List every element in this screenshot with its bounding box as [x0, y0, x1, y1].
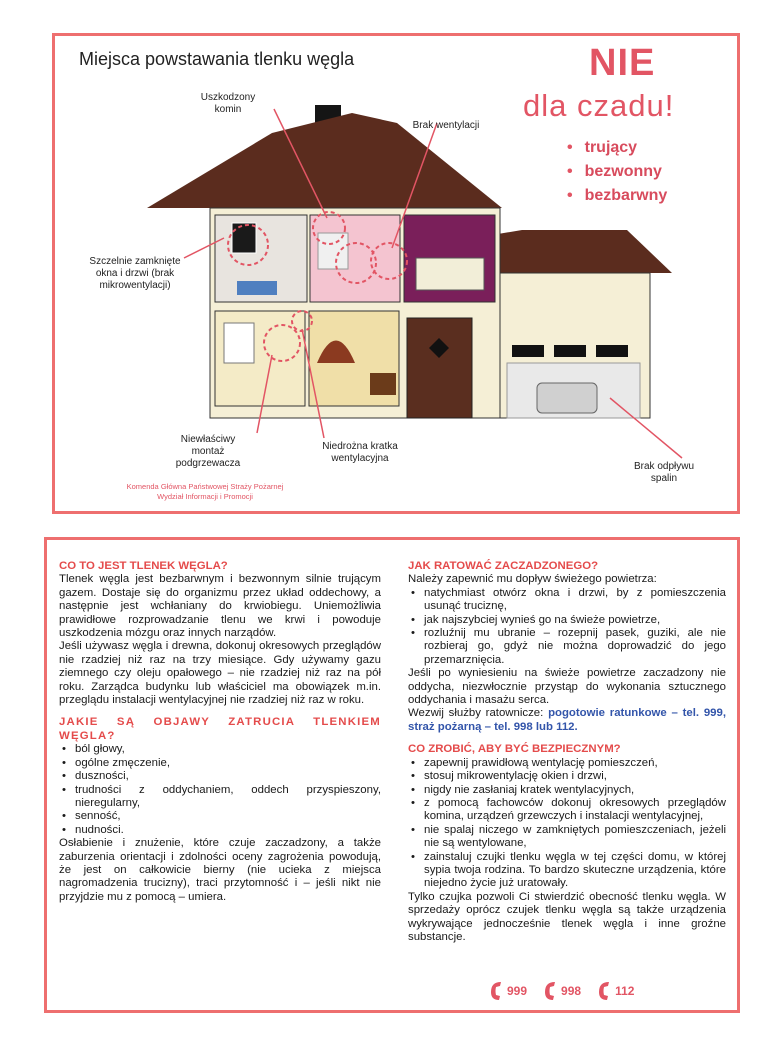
- left-column: [59, 560, 381, 904]
- car: [537, 383, 597, 413]
- list-item: • senność,: [75, 810, 381, 823]
- property-item: • trujący: [567, 136, 667, 160]
- symptoms-list: [59, 743, 381, 837]
- list-item: • duszności,: [75, 770, 381, 783]
- list-item: • ogólne zmęczenie,: [75, 757, 381, 770]
- property-item: • bezbarwny: [567, 184, 667, 208]
- property-item: • bezwonny: [567, 160, 667, 184]
- label-damaged-chimney: Uszkodzony komin: [200, 92, 256, 115]
- section-heading-rescue: JAK RATOWAĆ ZACZADZONEGO?: [408, 560, 599, 572]
- emergency-numbers: pogotowie ratunkowe – tel. 999, straż pożarną – tel. 998 lub 112.: [408, 707, 726, 733]
- safety-list: [408, 757, 726, 891]
- section-heading-safety: CO ZROBIĆ, ABY BYĆ BEZPIECZNYM?: [408, 743, 621, 756]
- phone-icon: [487, 980, 505, 1002]
- phone-999: [487, 980, 527, 1002]
- paragraph: Osłabienie i znużenie, które czuje zaczadzony, a także zaburzenia orientacji i zdolności oceny zagrożenia powodują, że jest on całkowicie bierny (nie ucieka z miejsca nagromadzenia trucizny), traci przytomność i – jeśli nikt nie przyjdzie mu z pomocą – umiera.: [59, 837, 381, 903]
- front-door: [407, 318, 472, 418]
- label-heater-installation: Niewłaściwy montaż podgrzewacza: [175, 434, 241, 469]
- label-no-exhaust: Brak odpływu spalin: [633, 461, 695, 484]
- dla-czadu-heading: dla czadu!: [523, 88, 675, 123]
- list-item: • nudności.: [75, 824, 381, 837]
- list-item: • zapewnij prawidłową wentylację pomieszczeń,: [424, 757, 726, 770]
- label-blocked-grille: Niedrożna kratka wentylacyjna: [322, 441, 398, 464]
- phone-icon: [541, 980, 559, 1002]
- list-item: • natychmiast otwórz okna i drzwi, by z pomieszczenia usunąć truciznę,: [424, 587, 726, 614]
- list-item: • rozluźnij mu ubranie – rozepnij pasek, guziki, ale nie rozbieraj go, gdyż nie można doprowadzić do jego przemarznięcia.: [424, 627, 726, 667]
- list-item: • jak najszybciej wynieś go na świeże powietrze,: [424, 614, 726, 627]
- garage-roof: [492, 230, 672, 273]
- list-item: • zainstaluj czujki tlenku węgla w tej części domu, w której sypia twoja rodzina. To bardzo skuteczne urządzenia, które niejedno życie już uratowały.: [424, 851, 726, 891]
- list-item: • nie spalaj niczego w zamkniętych pomieszczeniach, jeżeli nie są wentylowane,: [424, 824, 726, 851]
- list-item: • z pomocą fachowców dokonuj okresowych przeglądów komina, urządzeń grzewczych i instalacji wentylacyjnej,: [424, 797, 726, 824]
- phone-number: 998: [561, 984, 582, 998]
- window-left: [232, 223, 256, 253]
- rescue-steps-list: [408, 587, 726, 667]
- list-item: • stosuj mikrowentylację okien i drzwi,: [424, 770, 726, 783]
- section-heading-what-is-co: CO TO JEST TLENEK WĘGLA?: [59, 560, 228, 572]
- paragraph: Jeśli po wyniesieniu na świeże powietrze zaczadzony nie oddycha, niezwłocznie przystąp do wykonania sztucznego oddychania i masażu serca.: [408, 667, 726, 707]
- phone-numbers: [487, 980, 634, 1002]
- label-no-ventilation: Brak wentylacji: [412, 120, 480, 131]
- call-text: Wezwij służby ratownicze:: [408, 707, 549, 720]
- paragraph: Tylko czujka pozwoli Ci stwierdzić obecność tlenku węgla. W sprzedaży oprócz czujek tlenku węgla są także urządzenia wykrywające jednocześnie tlenek węgla i inne groźne substancje.: [408, 890, 726, 943]
- paragraph: Należy zapewnić mu dopływ świeżego powietrza:: [408, 573, 657, 586]
- list-item: • ból głowy,: [75, 743, 381, 756]
- emergency-call: [408, 707, 726, 734]
- phone-112: [595, 980, 634, 1002]
- label-sealed-windows: Szczelnie zamknięte okna i drzwi (brak mikrowentylacji): [89, 256, 181, 291]
- phone-number: 112: [615, 984, 635, 998]
- list-item: • trudności z oddychaniem, oddech przyspieszony, nieregularny,: [75, 784, 381, 811]
- nie-heading: NIE: [589, 42, 656, 84]
- publisher-footer: Komenda Główna Państwowej Straży Pożarnej Wydział Informacji i Promocji: [126, 482, 284, 501]
- right-column: [408, 560, 726, 944]
- page-title: Miejsca powstawania tlenku węgla: [79, 49, 355, 69]
- list-item: • nigdy nie zasłaniaj kratek wentylacyjnych,: [424, 784, 726, 797]
- section-heading-symptoms: JAKIE SĄ OBJAWY ZATRUCIA TLENKIEM WĘGLA?: [59, 716, 381, 742]
- infographic-panel: [52, 33, 740, 514]
- paragraph: Tlenek węgla jest bezbarwnym i bezwonnym silnie trującym gazem. Dostaje się do organizmu przez układ oddechowy, a następnie jest wchłaniany do krwiobiegu. Uniemożliwia prawidłowe rozprowadzanie tlenu we krwi i powoduje uszkodzenia mózgu oraz innych narządów.: [59, 573, 381, 640]
- phone-998: [541, 980, 581, 1002]
- phone-number: 999: [507, 984, 528, 998]
- paragraph: Jeśli używasz węgla i drewna, dokonuj okresowych przeglądów nie rzadziej niż raz na trzy miesiące. Gdy używamy gazu ziemnego czy oleju opałowego – nie rzadziej niż raz na pół roku. Zarządca budynku lub właściciel ma obowiązek m.in. przeglądu instalacji wentylacyjnej nie rzadziej niż raz w roku.: [59, 640, 381, 707]
- info-text-panel: [44, 537, 740, 1013]
- phone-icon: [595, 980, 613, 1002]
